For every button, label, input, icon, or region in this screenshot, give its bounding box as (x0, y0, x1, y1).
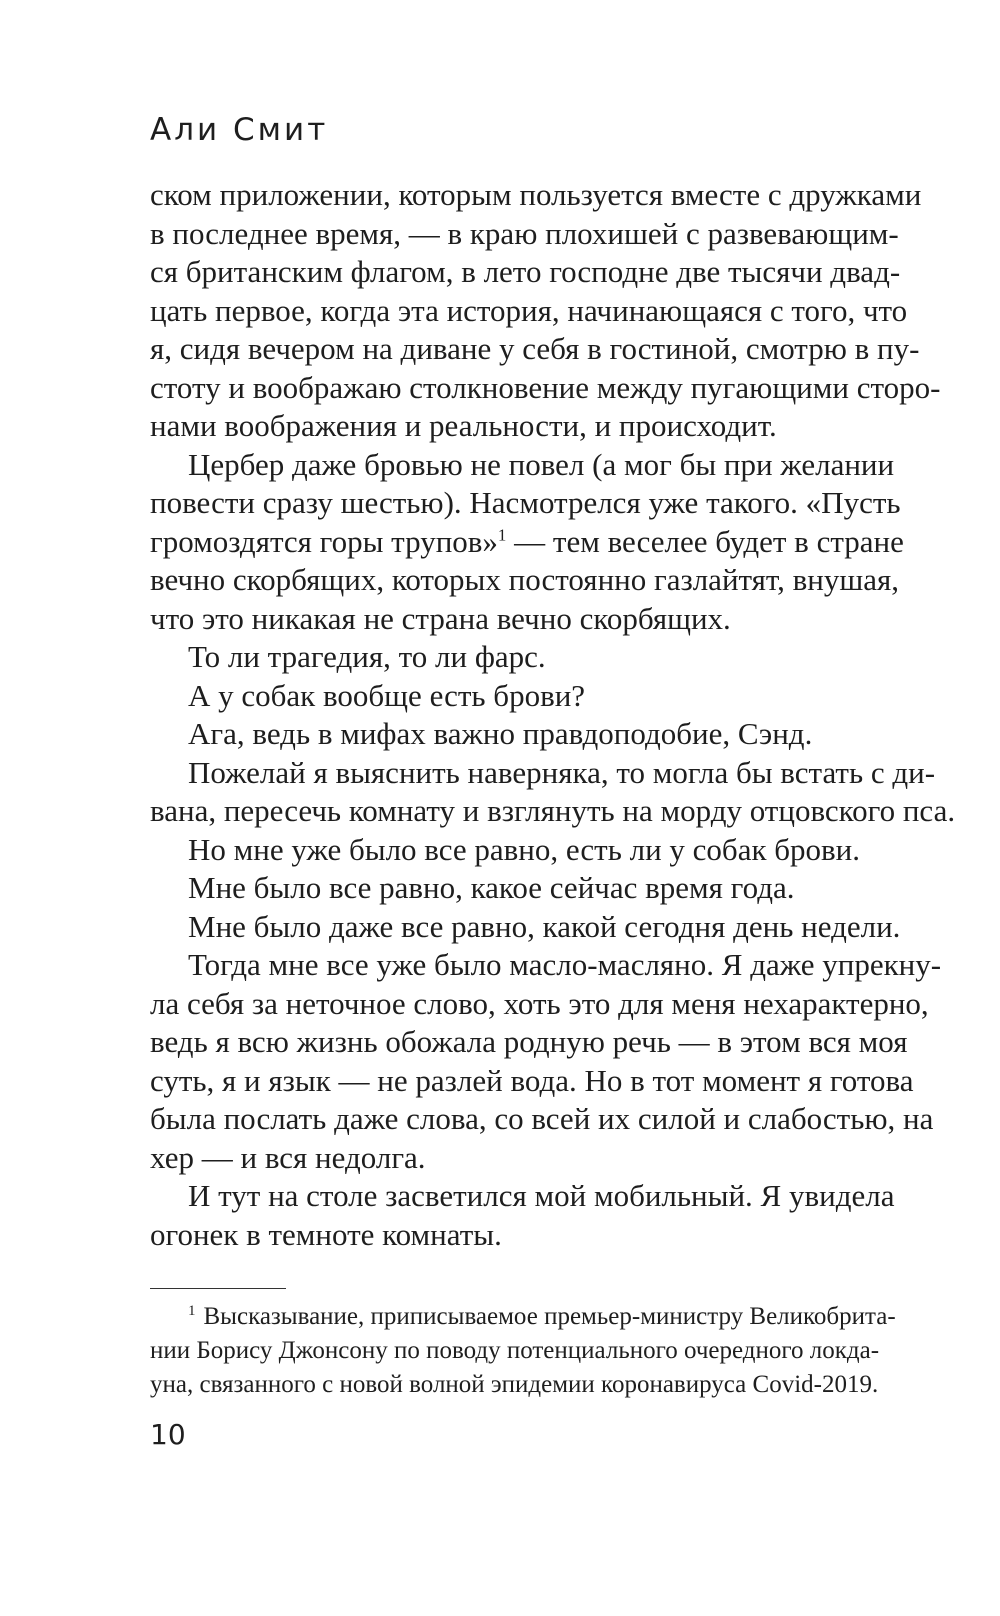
footnote (150, 1300, 896, 1402)
text-line: ведь я всю жизнь обожала родную речь — в этом вся моя (150, 1024, 908, 1059)
text-line: А у собак вообще есть брови? (188, 677, 586, 713)
text-line: Цербер даже бровью не повел (а мог бы при желании (188, 446, 895, 482)
footnote-line: нии Борису Джонсону по поводу потенциального очередного локда- (150, 1337, 880, 1364)
text-line: Пожелай я выяснить наверняка, то могла бы встать с ди- (188, 754, 936, 790)
text-line: Мне было даже все равно, какой сегодня день недели. (188, 908, 901, 944)
text-line-with-footnote-ref (150, 523, 904, 562)
text-line: повести сразу шестью). Насмотрелся уже такого. «Пусть (150, 485, 901, 520)
text-line: я, сидя вечером на диване у себя в гостиной, смотрю в пу- (150, 331, 920, 366)
body-text (150, 176, 956, 1254)
page-number: 10 (150, 1418, 186, 1451)
text-fragment: — тем веселее будет в стране (506, 523, 904, 559)
footnote-line: уна, связанного с новой волной эпидемии коронавируса Covid-2019. (150, 1371, 879, 1398)
text-line: ском приложении, которым пользуется вместе с дружками (150, 177, 922, 212)
text-line: вана, пересечь комнату и взглянуть на морду отцовского пса. (150, 793, 956, 828)
text-line: ла себя за неточное слово, хоть это для меня нехарактерно, (150, 985, 929, 1021)
text-line: что это никакая не страна вечно скорбящих. (150, 600, 731, 636)
footnote-text: Высказывание, приписываемое премьер-министру Великобрита- (203, 1303, 896, 1330)
text-line: хер — и вся недолга. (150, 1139, 426, 1175)
text-line: нами воображения и реальности, и происходит. (150, 408, 777, 443)
footnote-reference[interactable]: 1 (497, 525, 507, 545)
text-line: Но мне уже было все равно, есть ли у собак брови. (188, 831, 861, 867)
text-line: И тут на столе засветился мой мобильный. Я увидела (188, 1178, 895, 1213)
text-line: в последнее время, — в краю плохишей с развевающим- (150, 215, 899, 251)
text-line: огонек в темноте комнаты. (150, 1216, 502, 1252)
text-line: суть, я и язык — не разлей вода. Но в тот момент я готова (150, 1062, 914, 1098)
footnote-mark: 1 (188, 1302, 196, 1319)
text-line: была послать даже слова, со всей их силой и слабостью, на (150, 1101, 934, 1136)
text-line: ся британским флагом, в лето господне две тысячи двад- (150, 254, 901, 289)
text-line: То ли трагедия, то ли фарс. (188, 639, 546, 674)
text-line: цать первое, когда эта история, начинающаяся с того, что (150, 292, 908, 328)
footnote-divider (150, 1288, 286, 1289)
text-line: стоту и воображаю столкновение между пугающими сторо- (150, 369, 941, 405)
running-head-author: Али Смит (150, 112, 329, 148)
text-line: вечно скорбящих, которых постоянно газлайтят, внушая, (150, 562, 900, 597)
text-line: Тогда мне все уже было масло-масляно. Я даже упрекну- (188, 947, 942, 982)
text-line: Мне было все равно, какое сейчас время года. (188, 870, 795, 905)
text-line: Ага, ведь в мифах важно правдоподобие, Сэнд. (188, 716, 813, 751)
text-fragment: громоздятся горы трупов» (150, 523, 498, 559)
footnote-line (150, 1300, 896, 1334)
